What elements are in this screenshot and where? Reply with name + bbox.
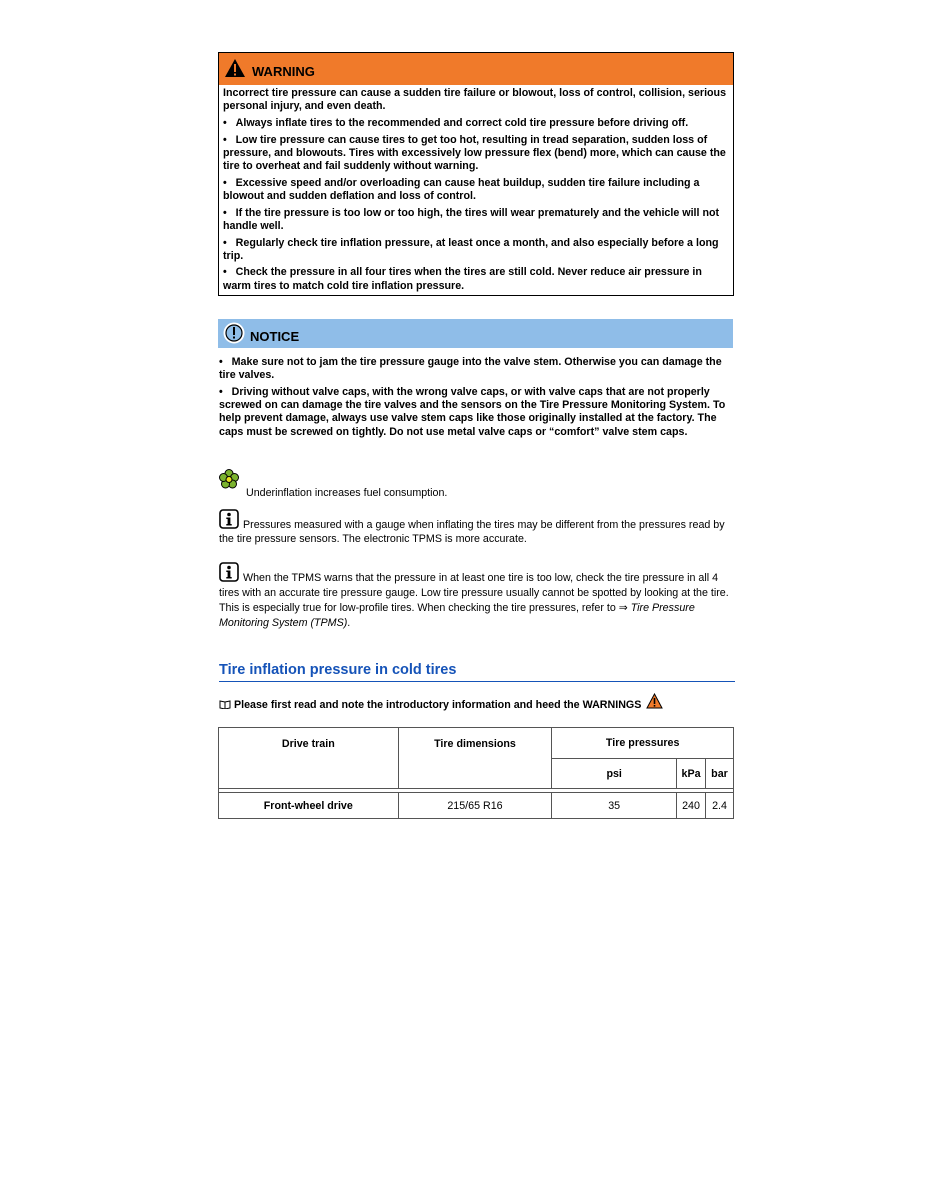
warning-box bbox=[218, 52, 734, 296]
eco-note-text: Underinflation increases fuel consumption. bbox=[245, 487, 448, 499]
header-bar: bar bbox=[706, 759, 734, 789]
cell-kpa: 240 bbox=[677, 793, 706, 819]
reference-arrow: ⇒ bbox=[618, 602, 628, 614]
warning-item: • Always inflate tires to the recommended and correct cold tire pressure before driving off. bbox=[223, 116, 689, 129]
section-title: Tire inflation pressure in cold tires bbox=[219, 662, 735, 682]
intro-text: Please first read and note the introductory information and heed the WARNINGS bbox=[234, 699, 642, 711]
info-note-2 bbox=[219, 562, 733, 631]
eco-note bbox=[219, 469, 733, 499]
header-tire-dimensions: Tire dimensions bbox=[398, 728, 552, 789]
warning-item: • Check the pressure in all four tires when the tires are still cold. Never reduce air pressure in warm tires to match cold tire inflation pressure. bbox=[223, 266, 702, 292]
info-note-2-text: When the TPMS warns that the pressure in at least one tire is too low, check the tire pressure in all 4 tires with an accurate tire pressure gauge. Low tire pressure usually cannot be spotted by looking at the tire. This is especially true for low-profile tires. When checking the tire pressures, refer to bbox=[219, 572, 729, 614]
info-note-1 bbox=[219, 509, 733, 546]
warning-triangle-icon bbox=[646, 693, 663, 709]
warning-item: • Excessive speed and/or overloading can cause heat buildup, sudden tire failure including a blowout and sudden deflation and loss of control. bbox=[223, 176, 700, 202]
header-psi: psi bbox=[552, 759, 677, 789]
info-note-1-text: Pressures measured with a gauge when inflating the tires may be different from the pressures read by the tire pressure sensors. The electronic TPMS is more accurate. bbox=[219, 519, 725, 545]
cell-psi: 35 bbox=[552, 793, 677, 819]
intro-line bbox=[219, 693, 663, 711]
table-row bbox=[219, 793, 734, 819]
warning-intro: Incorrect tire pressure can cause a sudden tire failure or blowout, loss of control, collision, serious personal injury, and even death. bbox=[223, 87, 727, 113]
warning-header bbox=[219, 53, 733, 85]
warning-item: • Low tire pressure can cause tires to get too hot, resulting in tread separation, sudden loss of pressure, and blowouts. Tires with excessively low pressure flex (bend) more, which can cause the tire to overheat and fail suddenly without warning. bbox=[223, 133, 726, 173]
info-icon bbox=[219, 509, 239, 529]
warning-body bbox=[219, 85, 733, 293]
warning-triangle-icon bbox=[224, 58, 246, 78]
header-tire-pressures: Tire pressures bbox=[552, 728, 734, 759]
warning-label: WARNING bbox=[252, 64, 315, 79]
warning-item: • Regularly check tire inflation pressure, at least once a month, and also especially before a long trip. bbox=[223, 236, 719, 262]
header-kpa: kPa bbox=[677, 759, 706, 789]
flower-eco-icon bbox=[219, 469, 239, 489]
tire-pressure-table bbox=[218, 727, 734, 819]
notice-label: NOTICE bbox=[250, 329, 300, 344]
notice-item: • Driving without valve caps, with the wrong valve caps, or with valve caps that are not properly screwed on can damage the tire valves and the sensors on the Tire Pressure Monitoring System. To help prevent damage, always use valve stem caps like those originally installed at the factory. The caps must be screwed on tightly. Do not use metal valve caps or “comfort” valve stem caps. bbox=[219, 385, 726, 438]
header-drive-train: Drive train bbox=[219, 728, 399, 789]
book-icon bbox=[219, 699, 231, 709]
period: . bbox=[347, 617, 351, 629]
cell-drive-train: Front-wheel drive bbox=[219, 793, 399, 819]
notice-body bbox=[219, 356, 733, 442]
exclamation-circle-icon bbox=[223, 322, 245, 344]
warning-item: • If the tire pressure is too low or too high, the tires will wear prematurely and the vehicle will not handle well. bbox=[223, 206, 720, 232]
cell-tire-dimensions: 215/65 R16 bbox=[398, 793, 552, 819]
notice-item: • Make sure not to jam the tire pressure gauge into the valve stem. Otherwise you can damage the tire valves. bbox=[219, 356, 722, 382]
notice-header bbox=[218, 319, 733, 348]
tpms-reference-link[interactable]: Tire Pressure Monitoring System (TPMS) bbox=[219, 602, 695, 629]
cell-bar: 2.4 bbox=[706, 793, 734, 819]
info-icon bbox=[219, 562, 239, 582]
